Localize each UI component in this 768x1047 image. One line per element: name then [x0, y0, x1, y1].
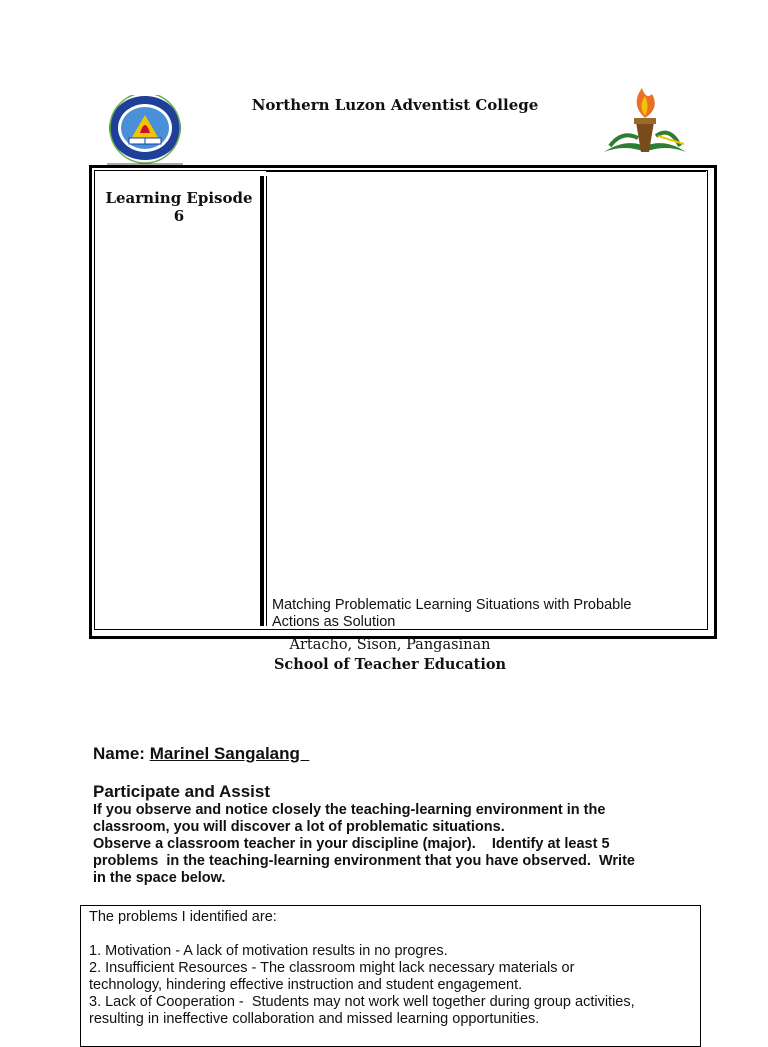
episode-title-line: Actions as Solution — [272, 614, 396, 630]
episode-title-line: Matching Problematic Learning Situations with Probable — [272, 597, 632, 613]
school-name: School of Teacher Education — [273, 656, 507, 673]
answer-line: resulting in ineffective collaboration and missed learning opportunities. — [89, 1011, 540, 1027]
episode-divider — [266, 170, 706, 172]
instruction-line: Observe a classroom teacher in your discipline (major). Identify at least 5 — [93, 836, 610, 852]
name-row — [93, 744, 309, 764]
episode-inner-frame — [94, 170, 708, 630]
answer-intro: The problems I identified are: — [89, 909, 277, 925]
college-address: Artacho, Sison, Pangasinan — [289, 637, 491, 653]
episode-label — [100, 189, 258, 225]
name-value: Marinel Sangalang — [149, 744, 310, 763]
torch-logo-icon — [600, 86, 690, 158]
section-heading: Participate and Assist — [93, 782, 270, 801]
answer-spacer — [89, 926, 689, 943]
instruction-line: in the space below. — [93, 870, 226, 886]
episode-label-text: Learning Episode — [105, 189, 253, 207]
instruction-line: If you observe and notice closely the teaching-learning environment in the — [93, 802, 606, 818]
answer-line: 1. Motivation - A lack of motivation results in no progres. — [89, 943, 448, 959]
episode-divider — [266, 176, 267, 626]
answer-line: 2. Insufficient Resources - The classroom might lack necessary materials or — [89, 960, 575, 976]
instruction-line: classroom, you will discover a lot of problematic situations. — [93, 819, 505, 835]
instructions — [93, 802, 683, 887]
answer-text — [89, 909, 689, 1028]
answer-line: technology, hindering effective instruction and student engagement. — [89, 977, 523, 993]
episode-title — [272, 597, 702, 631]
name-label: Name: — [93, 744, 145, 763]
episode-number: 6 — [173, 207, 185, 225]
college-name: Northern Luzon Adventist College — [251, 96, 539, 114]
episode-divider — [260, 176, 264, 626]
instruction-line: problems in the teaching-learning environment that you have observed. Write — [93, 853, 635, 869]
answer-line: 3. Lack of Cooperation - Students may not work well together during group activities, — [89, 994, 635, 1010]
